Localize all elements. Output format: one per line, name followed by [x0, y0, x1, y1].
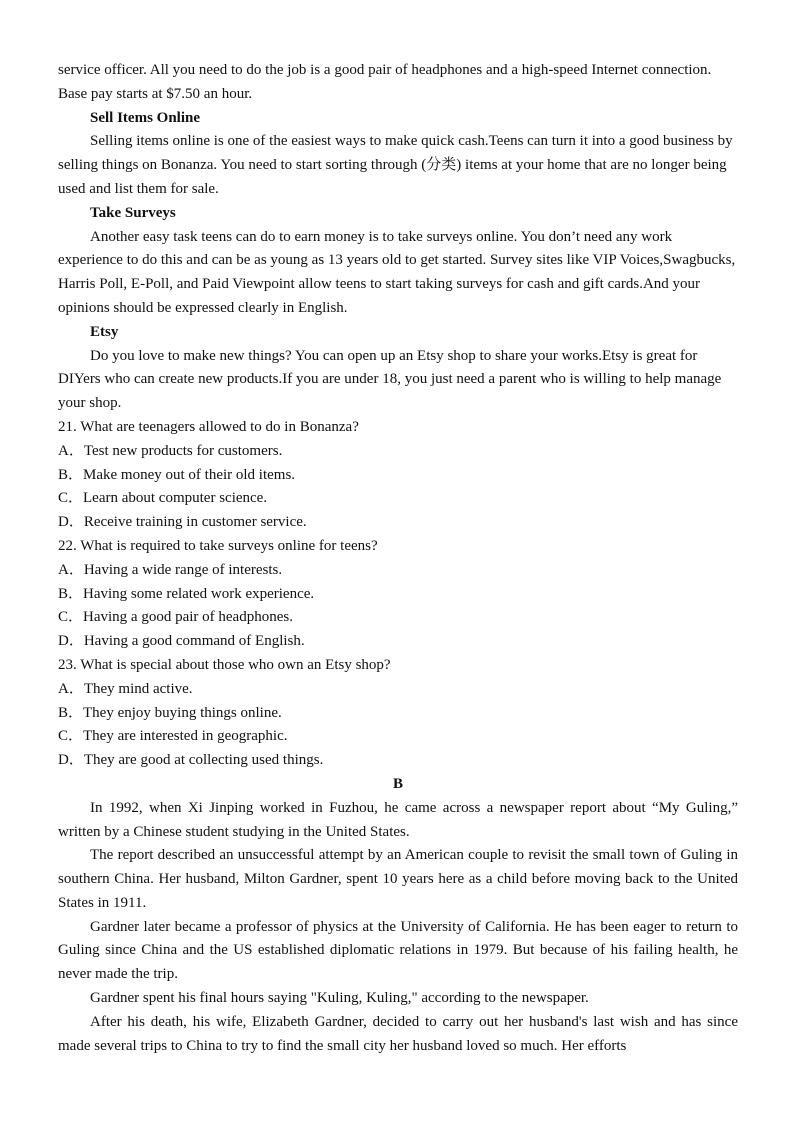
passage-b-paragraph: In 1992, when Xi Jinping worked in Fuzhou, he came across a newspaper report about “My Guling,” written by a Chinese student studying in the United States. — [58, 799, 738, 840]
question-23 — [58, 654, 738, 773]
question-21 — [58, 416, 738, 535]
section-heading-sell-items: Sell Items Online — [90, 109, 201, 126]
passage-a-intro-continuation: service officer. All you need to do the job is a good pair of headphones and a high-speed Internet connection. Base pay starts at $7.50 an hour. — [58, 62, 712, 102]
option-a: A．They mind active. — [58, 680, 193, 697]
passage-b-label: B — [392, 775, 403, 792]
option-d: D．Receive training in customer service. — [58, 514, 307, 531]
option-c: C．Having a good pair of headphones. — [58, 609, 293, 626]
option-a: A．Test new products for customers. — [58, 442, 283, 459]
option-d: D．Having a good command of English. — [58, 633, 305, 650]
option-d: D．They are good at collecting used things. — [58, 752, 324, 769]
section-text-take-surveys: Another easy task teens can do to earn money is to take surveys online. You don’t need any work experience to do this and can be as young as 13 years old to get started. Survey sites like VIP Voices,Swagbucks, Harris Poll, E-Poll, and Paid Viewpoint allow teens to start taking surveys for cash and gift cards.And your opinions should be expressed clearly in English. — [58, 228, 736, 316]
passage-b-paragraph: After his death, his wife, Elizabeth Gardner, decided to carry out her husband's last wish and has since made several trips to China to try to find the small city her husband loved so much. Her efforts — [58, 1013, 738, 1054]
passage-b-paragraph: Gardner spent his final hours saying "Kuling, Kuling," according to the newspaper. — [90, 990, 589, 1007]
question-22 — [58, 535, 738, 654]
question-stem: 22. What is required to take surveys online for teens? — [58, 537, 378, 554]
section-heading-etsy: Etsy — [90, 323, 119, 340]
question-stem: 21. What are teenagers allowed to do in Bonanza? — [58, 418, 359, 435]
question-stem: 23. What is special about those who own an Etsy shop? — [58, 656, 391, 673]
document-page — [58, 59, 738, 1058]
passage-b-paragraph: The report described an unsuccessful attempt by an American couple to revisit the small town of Guling in southern China. Her husband, Milton Gardner, spent 10 years here as a child before moving back to the United States in 1911. — [58, 847, 738, 911]
option-b: B．Having some related work experience. — [58, 585, 315, 602]
option-c: C．Learn about computer science. — [58, 490, 268, 507]
section-heading-take-surveys: Take Surveys — [90, 204, 176, 221]
section-text-sell-items: Selling items online is one of the easiest ways to make quick cash.Teens can turn it into a good business by selling things on Bonanza. You need to start sorting through (分类) items at your home that are no longer being used and list them for sale. — [58, 133, 733, 197]
option-b: B．They enjoy buying things online. — [58, 704, 282, 721]
passage-b-paragraph: Gardner later became a professor of physics at the University of California. He has been eager to return to Guling since China and the US established diplomatic relations in 1979. But because of his failing health, he never made the trip. — [58, 918, 738, 983]
option-a: A．Having a wide range of interests. — [58, 561, 283, 578]
section-text-etsy: Do you love to make new things? You can open up an Etsy shop to share your works.Etsy is great for DIYers who can create new products.If you are under 18, you just need a parent who is willing to help manage your shop. — [58, 347, 722, 412]
option-b: B．Make money out of their old items. — [58, 466, 296, 483]
option-c: C．They are interested in geographic. — [58, 728, 288, 745]
